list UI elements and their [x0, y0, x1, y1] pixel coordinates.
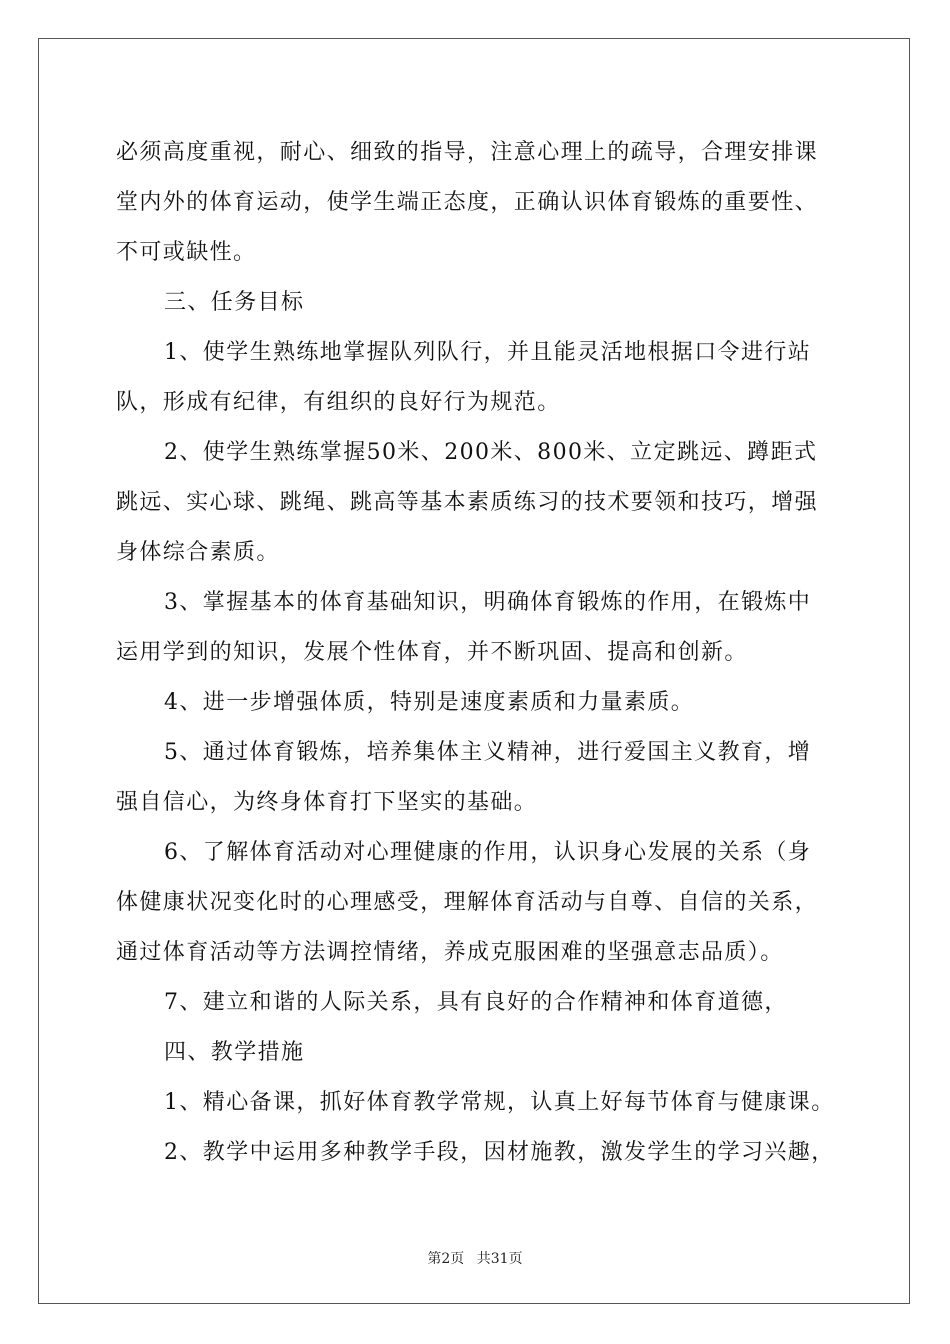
page-total: 共31页 — [476, 1251, 523, 1267]
section-heading-tasks: 三、任务目标 — [164, 290, 305, 315]
body-line: 2、教学中运用多种教学手段，因材施教，激发学生的学习兴趣， — [164, 1140, 835, 1165]
body-line: 身体综合素质。 — [116, 540, 280, 565]
body-line: 5、通过体育锻炼，培养集体主义精神，进行爱国主义教育，增 — [164, 740, 812, 765]
document-body — [116, 128, 836, 1178]
body-line: 6、了解体育活动对心理健康的作用，认识身心发展的关系（身 — [164, 840, 812, 865]
body-line: 运用学到的知识，发展个性体育，并不断巩固、提高和创新。 — [116, 640, 748, 665]
body-line: 队，形成有纪律，有组织的良好行为规范。 — [116, 390, 561, 415]
body-line: 必须高度重视，耐心、细致的指导，注意心理上的疏导，合理安排课 — [116, 140, 819, 165]
body-line: 通过体育活动等方法调控情绪，养成克服困难的坚强意志品质）。 — [116, 940, 784, 965]
body-line: 2、使学生熟练掌握50米、200米、800米、立定跳远、蹲距式 — [164, 440, 818, 465]
body-line: 体健康状况变化时的心理感受，理解体育活动与自尊、自信的关系， — [116, 890, 819, 915]
section-heading-measures: 四、教学措施 — [164, 1040, 305, 1065]
body-line: 1、精心备课，抓好体育教学常规，认真上好每节体育与健康课。 — [164, 1090, 835, 1115]
body-line: 7、建立和谐的人际关系，具有良好的合作精神和体育道德， — [164, 990, 788, 1015]
body-line: 跳远、实心球、跳绳、跳高等基本素质练习的技术要领和技巧，增强 — [116, 490, 819, 515]
page-number: 第2页 — [427, 1251, 465, 1267]
body-line: 不可或缺性。 — [116, 240, 257, 265]
body-line: 4、进一步增强体质，特别是速度素质和力量素质。 — [164, 690, 695, 715]
body-line: 1、使学生熟练地掌握队列队行，并且能灵活地根据口令进行站 — [164, 340, 812, 365]
body-line: 堂内外的体育运动，使学生端正态度，正确认识体育锻炼的重要性、 — [116, 190, 819, 215]
page-footer — [0, 1248, 950, 1268]
body-line: 强自信心，为终身体育打下坚实的基础。 — [116, 790, 538, 815]
body-line: 3、掌握基本的体育基础知识，明确体育锻炼的作用，在锻炼中 — [164, 590, 812, 615]
